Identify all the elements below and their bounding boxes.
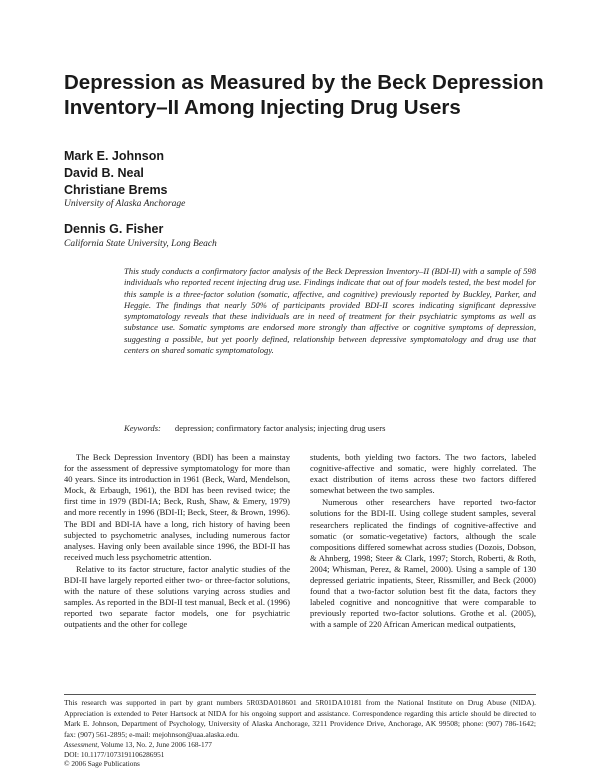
author-name: Mark E. Johnson <box>64 149 165 163</box>
author-name: Dennis G. Fisher <box>64 222 164 236</box>
author-affiliation: California State University, Long Beach <box>64 239 217 249</box>
footnote-divider <box>64 694 536 695</box>
body-paragraph: students, both yielding two factors. The two factors, labeled cognitive-affective and somatic, were highly correlated. The exact distribution of items across these two factors differed somewhat between the two samples. <box>310 452 536 496</box>
publication-info <box>64 740 536 769</box>
article-title: Depression as Measured by the Beck Depression Inventory–II Among Injecting Drug Users <box>64 71 544 119</box>
copyright: © 2006 Sage Publications <box>64 759 140 769</box>
author-affiliation: University of Alaska Anchorage <box>64 199 186 209</box>
body-paragraph: Numerous other researchers have reported two-factor solutions for the BDI-II. Using college student samples, several researchers replicated the findings of cognitive-affective and somatic (or somatic-vegetative) factors, although the scale compositions differed somewhat across studies (Dozois, Dobson, & Ahnberg, 1998; Steer & Clark, 1997; Storch, Roberti, & Roth, 2004; Whisman, Perez, & Ramel, 2000). Using a sample of 130 depressed geriatric inpatients, Steer, Rissmiller, and Beck (2000) found that a two-factor solution best fit the data, factors they labeled cognitive and noncognitive that were comparable to previously reported two-factor solutions. Grothe et al. (2005), with a sample of 220 African American medical outpatients, <box>310 497 536 630</box>
footnote: This research was supported in part by grant numbers 5R03DA018601 and 5R01DA10181 from the National Institute on Drug Abuse (NIDA). Appreciation is extended to Peter Hartsock at NIDA for his ongoing support and assistance. Correspondence regarding this article should be directed to Mark E. Johnson, Department of Psychology, University of Alaska Anchorage, 3211 Providence Drive, Anchorage, AK 99508; phone: (907) 786-1642; fax: (907) 561-2895; e-mail: mejohnson@uaa.alaska.edu. <box>64 698 536 739</box>
journal-name: Assessment, <box>64 740 100 749</box>
body-paragraph: The Beck Depression Inventory (BDI) has been a mainstay for the assessment of depressive symptomatology for more than 40 years. Since its introduction in 1961 (Beck, Ward, Mendelson, Mock, & Erbaugh, 1961), the BDI has been revised twice; the first time in 1979 (BDI-IA; Beck, Rush, Shaw, & Emery, 1979) and more recently in 1996 (BDI-II; Beck, Steer, & Brown, 1996). The BDI and BDI-IA have a long, rich history of having been subjected to psychometric analyses, including numerous factor analyses. Having only been available since 1996, the BDI-II has received much less psychometric attention. <box>64 452 290 562</box>
journal-volume: Volume 13, No. 2, June 2006 168-177 <box>99 740 212 749</box>
body-column-right <box>310 452 536 631</box>
author-name: Christiane Brems <box>64 183 168 197</box>
author-name: David B. Neal <box>64 166 144 180</box>
abstract: This study conducts a confirmatory factor analysis of the Beck Depression Inventory–II (BDI-II) with a sample of 598 individuals who reported recent injecting drug use. Findings indicate that out of four models tested, the best model for this sample is a three-factor solution (somatic, affective, and cognitive) previously reported by Buckley, Parker, and Heggie. The findings that nearly 50% of participants provided BDI-II scores indicating significant depressive symptomatology reveals that these individuals are in need of treatment for their psychiatric symptoms as well as substance use. Somatic symptoms are endorsed more strongly than affective or cognitive symptoms of depression, suggesting a possible, but yet poorly defined, relationship between depressive symptomatology and drug use that centers on shared somatic symptomatology. <box>124 266 536 356</box>
keywords-label: Keywords: <box>124 423 161 433</box>
keywords <box>124 423 536 434</box>
body-column-left <box>64 452 290 631</box>
body-paragraph: Relative to its factor structure, factor analytic studies of the BDI-II have largely reported either two- or three-factor solutions, with the nature of these solutions varying across studies and samples. As reported in the BDI-II test manual, Beck et al. (1996) reported two separate factor models, one for psychiatric outpatients and the other for college <box>64 563 290 630</box>
keywords-text: depression; confirmatory factor analysis; injecting drug users <box>174 423 386 433</box>
doi: DOI: 10.1177/1073191106286951 <box>64 749 165 759</box>
